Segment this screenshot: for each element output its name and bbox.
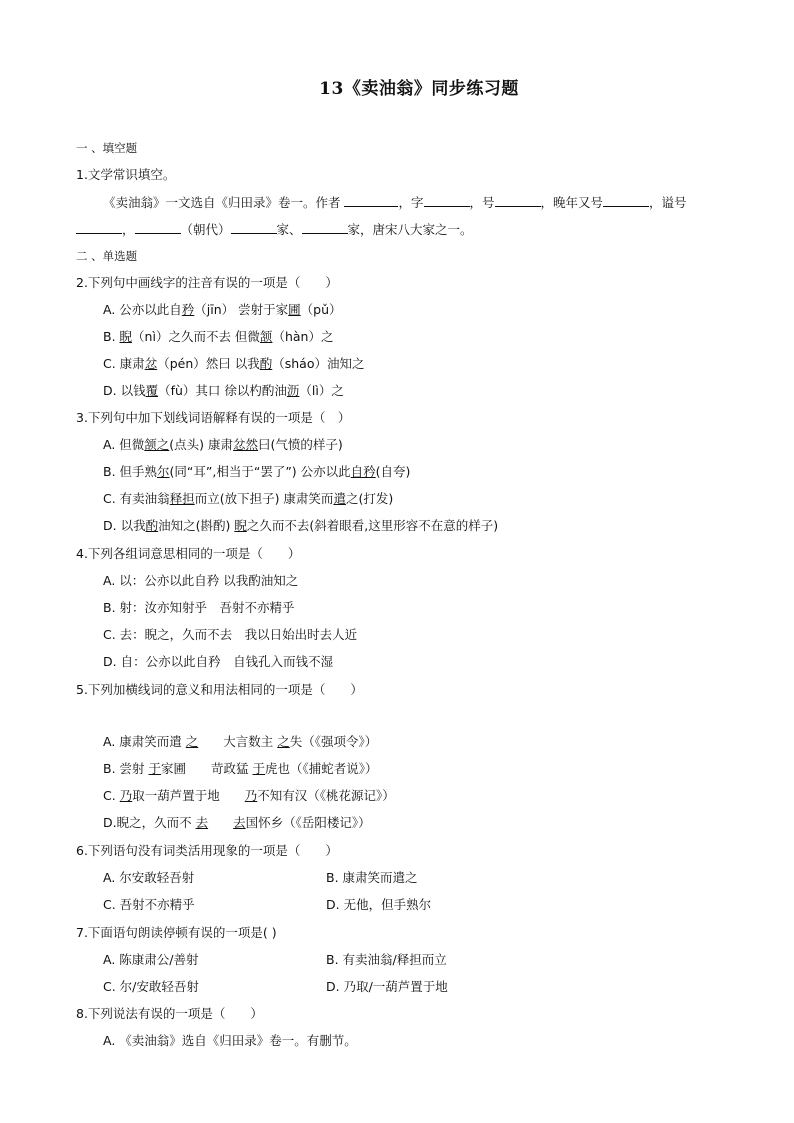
question-6-option-a[interactable]: A. 尔安敢轻吾射 — [103, 870, 195, 885]
question-5-option-d[interactable]: D.睨之，久而不 去 去国怀乡（《岳阳楼记》） — [103, 815, 371, 830]
answer-blank[interactable] — [302, 221, 348, 234]
question-6-option-d[interactable]: D. 无他，但手熟尔 — [326, 897, 432, 912]
answer-blank[interactable] — [344, 194, 398, 207]
answer-blank[interactable] — [603, 194, 649, 207]
question-5-option-b[interactable]: B. 尝射 于家圃 苛政猛 于虎也（《捕蛇者说》） — [103, 761, 378, 776]
question-4-stem: 4.下列各组词意思相同的一项是（ ） — [76, 546, 301, 561]
question-2-option-b[interactable]: B. 睨（nì）之久而不去 但微颔（hàn）之 — [103, 329, 334, 344]
question-4-option-c[interactable]: C. 去：睨之，久而不去 我以日始出时去人近 — [103, 627, 358, 642]
question-4-option-a[interactable]: A. 以：公亦以此自矜 以我酌油知之 — [103, 573, 299, 588]
question-7-option-c[interactable]: C. 尔/安敢轻吾射 — [103, 979, 199, 994]
question-6-stem: 6.下列语句没有词类活用现象的一项是（ ） — [76, 843, 338, 858]
question-8-stem: 8.下列说法有误的一项是（ ） — [76, 1006, 263, 1021]
question-5-stem: 5.下列加横线词的意义和用法相同的一项是（ ） — [76, 682, 363, 697]
question-2-option-d[interactable]: D. 以钱覆（fù）其口 徐以杓酌油沥（lì）之 — [103, 383, 344, 398]
question-5-option-a[interactable]: A. 康肃笑而遣 之 大言数主 之失（《强项令》） — [103, 734, 378, 749]
question-1-line-2: ， （朝代） 家、 家，唐宋八大家之一。 — [76, 221, 473, 238]
question-2-option-a[interactable]: A. 公亦以此自矜（jīn） 尝射于家圃（pǔ） — [103, 302, 342, 317]
answer-blank[interactable] — [231, 221, 277, 234]
question-3-option-a[interactable]: A. 但微颔之(点头) 康肃忿然曰(气愤的样子) — [103, 437, 343, 452]
question-7-option-d[interactable]: D. 乃取/一葫芦置于地 — [326, 979, 448, 994]
question-4-option-d[interactable]: D. 自：公亦以此自矜 自钱孔入而钱不湿 — [103, 654, 334, 669]
question-1-stem: 1.文学常识填空。 — [76, 167, 176, 182]
question-2-stem: 2.下列句中画线字的注音有误的一项是（ ） — [76, 275, 338, 290]
answer-blank[interactable] — [495, 194, 541, 207]
page-title: 13《卖油翁》同步练习题 — [319, 79, 519, 99]
question-3-option-d[interactable]: D. 以我酌油知之(斟酌) 睨之久而不去(斜着眼看,这里形容不在意的样子) — [103, 518, 499, 533]
question-4-option-b[interactable]: B. 射：汝亦知射乎 吾射不亦精乎 — [103, 600, 295, 615]
question-6-option-b[interactable]: B. 康肃笑而遣之 — [326, 870, 418, 885]
question-3-option-c[interactable]: C. 有卖油翁释担而立(放下担子) 康肃笑而遣之(打发) — [103, 491, 394, 506]
question-3-stem: 3.下列句中加下划线词语解释有误的一项是（ ） — [76, 410, 351, 425]
answer-blank[interactable] — [135, 221, 181, 234]
question-1-line-1: 《卖油翁》一文选自《归田录》卷一。作者 ，字 ，号 ，晚年又号 ，谥号 — [103, 195, 687, 210]
question-7-option-b[interactable]: B. 有卖油翁/释担而立 — [326, 952, 447, 967]
question-7-option-a[interactable]: A. 陈康肃公/善射 — [103, 952, 199, 967]
question-6-option-c[interactable]: C. 吾射不亦精乎 — [103, 897, 195, 912]
answer-blank[interactable] — [424, 194, 470, 207]
question-3-option-b[interactable]: B. 但手熟尔(同“耳”,相当于“罢了”) 公亦以此自矜(自夸) — [103, 464, 411, 479]
question-8-option-a[interactable]: A. 《卖油翁》选自《归田录》卷一。有删节。 — [103, 1033, 357, 1048]
question-2-option-c[interactable]: C. 康肃忿（pén）然曰 以我酌（sháo）油知之 — [103, 356, 365, 371]
section-heading-single-choice: 二 、单选题 — [76, 249, 138, 263]
question-7-stem: 7.下面语句朗读停顿有误的一项是( ) — [76, 925, 277, 940]
section-heading-fill-blank: 一 、填空题 — [76, 141, 138, 155]
question-5-option-c[interactable]: C. 乃取一葫芦置于地 乃不知有汉（《桃花源记》） — [103, 788, 395, 803]
answer-blank[interactable] — [76, 221, 122, 234]
